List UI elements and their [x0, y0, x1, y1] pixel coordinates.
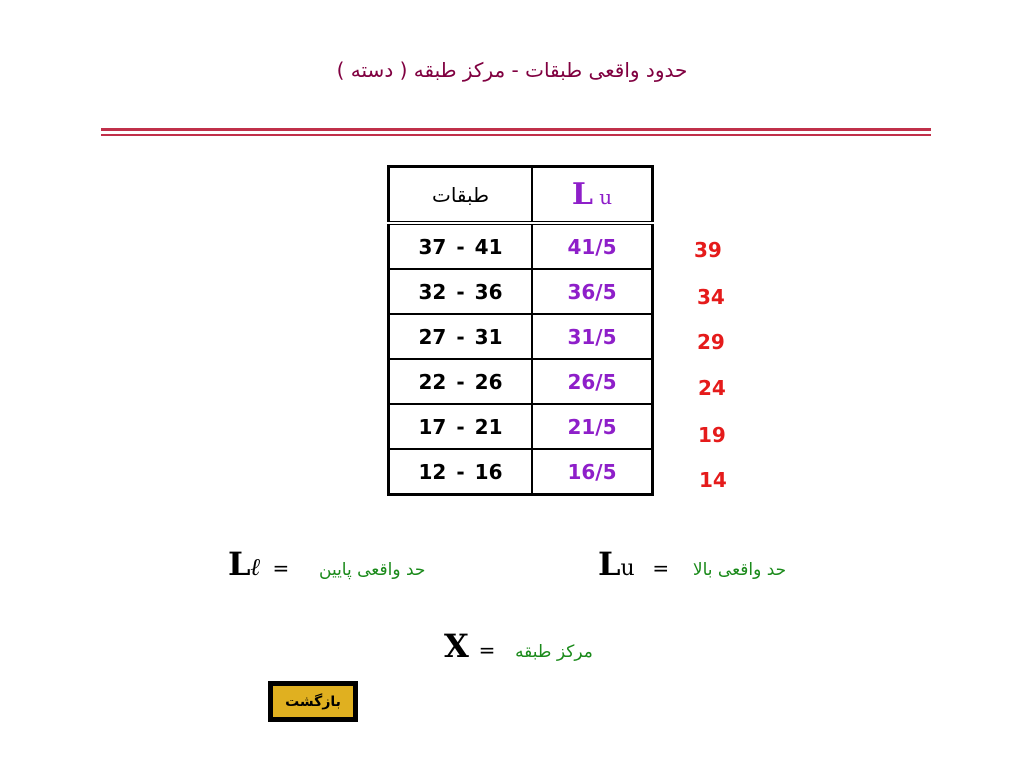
ll-subscript: ℓ	[250, 552, 261, 581]
table-row	[389, 269, 653, 314]
lu-symbol: L	[598, 545, 621, 583]
divider-line-bottom	[101, 134, 931, 136]
class-midpoint: 19	[698, 423, 726, 447]
table-row	[389, 314, 653, 359]
class-midpoint: 24	[698, 376, 726, 400]
class-lower: 17	[418, 414, 447, 439]
ll-equals: =	[272, 556, 290, 580]
class-upper: 41	[474, 234, 503, 259]
class-upper: 26	[474, 369, 503, 394]
header-upper-limit	[532, 167, 653, 224]
class-lower: 37	[418, 234, 447, 259]
table-row	[389, 404, 653, 449]
lu-subscript: u	[620, 556, 635, 581]
x-equals: =	[478, 638, 496, 662]
upper-real-limit: 31/5	[532, 314, 653, 359]
range-dash: -	[456, 234, 465, 259]
class-midpoint: 34	[697, 285, 725, 309]
upper-real-limit: 16/5	[532, 449, 653, 495]
range-dash: -	[456, 324, 465, 349]
range-dash: -	[456, 279, 465, 304]
class-interval	[389, 314, 533, 359]
range-dash: -	[456, 369, 465, 394]
class-interval	[389, 269, 533, 314]
range-dash: -	[456, 414, 465, 439]
x-symbol: X	[444, 627, 469, 665]
class-midpoint: 29	[697, 330, 725, 354]
header-lu-symbol: L	[571, 177, 593, 212]
class-midpoint: 14	[699, 468, 727, 492]
header-lu-subscript: u	[599, 185, 613, 209]
lu-definition: حد واقعی بالا	[692, 560, 787, 580]
back-button[interactable]	[268, 681, 358, 722]
class-interval	[389, 359, 533, 404]
class-lower: 12	[418, 459, 447, 484]
ll-symbol: L	[228, 545, 251, 583]
back-button-face[interactable]	[272, 685, 354, 718]
x-definition: مرکز طبقه	[515, 642, 593, 662]
table-row	[389, 359, 653, 404]
upper-real-limit: 36/5	[532, 269, 653, 314]
back-button-label: بازگشت	[285, 693, 341, 710]
class-lower: 27	[418, 324, 447, 349]
header-classes-label: طبقات	[432, 182, 489, 207]
table-row	[389, 223, 653, 269]
upper-real-limit: 26/5	[532, 359, 653, 404]
class-upper: 31	[474, 324, 503, 349]
lu-equals: =	[652, 556, 670, 580]
class-interval	[389, 223, 533, 269]
table-header-row	[389, 167, 653, 224]
class-lower: 22	[418, 369, 447, 394]
legend-upper-limit	[598, 545, 786, 583]
class-midpoint: 39	[694, 238, 722, 262]
class-upper: 36	[474, 279, 503, 304]
class-upper: 21	[474, 414, 503, 439]
upper-real-limit: 21/5	[532, 404, 653, 449]
range-dash: -	[456, 459, 465, 484]
class-interval	[389, 404, 533, 449]
header-classes	[389, 167, 533, 224]
class-limits-table	[387, 165, 654, 496]
legend-midpoint	[444, 627, 593, 665]
upper-real-limit: 41/5	[532, 223, 653, 269]
page-title: حدود واقعی طبقات - مرکز طبقه ( دسته )	[336, 58, 688, 82]
table-row	[389, 449, 653, 495]
ll-definition: حد واقعی پایین	[319, 560, 426, 580]
class-upper: 16	[474, 459, 503, 484]
divider-line-top	[101, 128, 931, 131]
class-lower: 32	[418, 279, 447, 304]
legend-lower-limit	[228, 545, 425, 583]
class-interval	[389, 449, 533, 495]
